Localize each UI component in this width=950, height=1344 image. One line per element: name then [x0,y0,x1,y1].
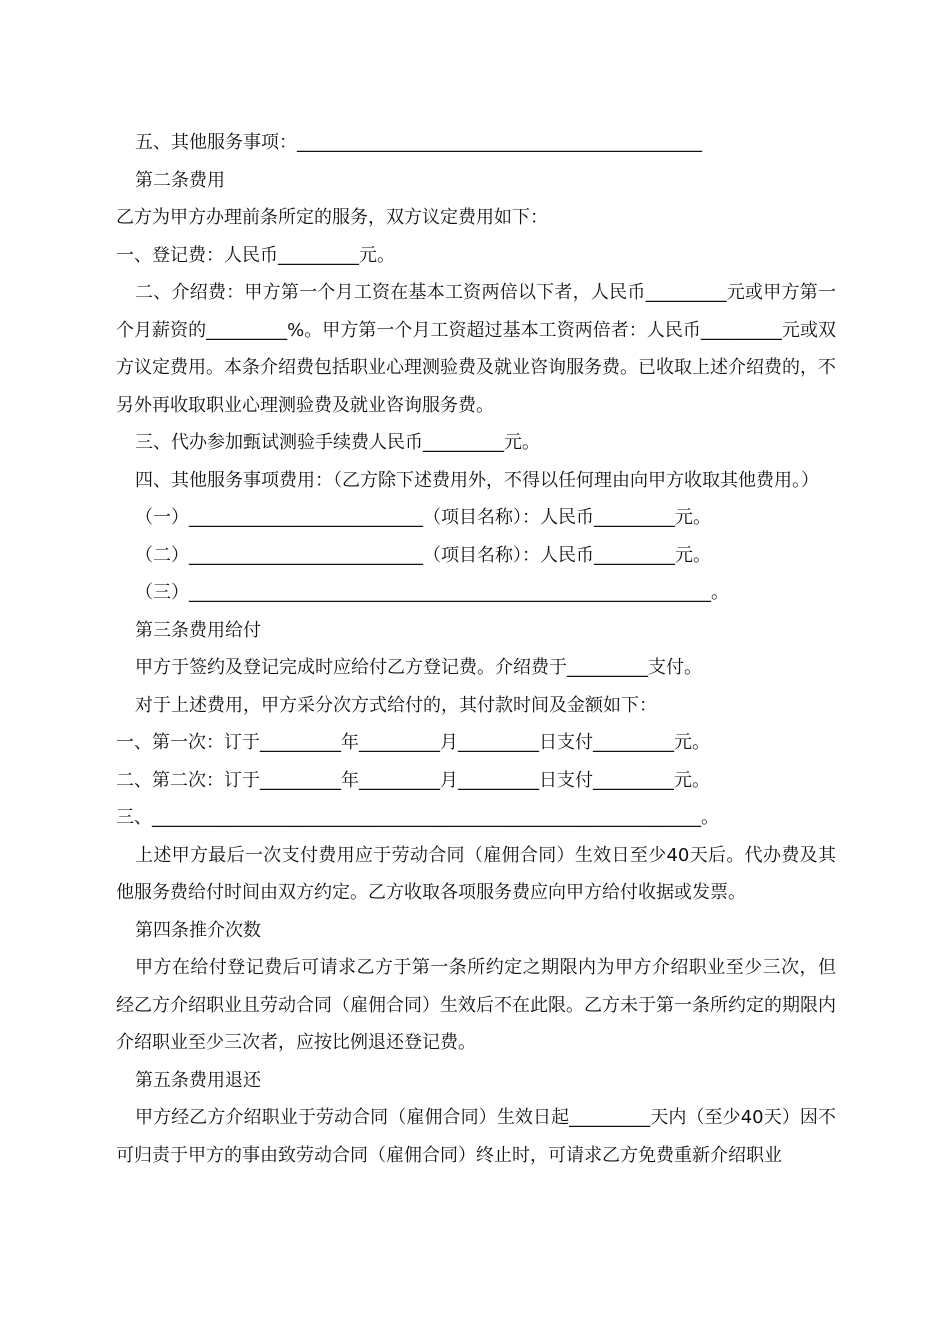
installment-2: 二、第二次：订于_________年_________月_________日支付_________元。 [116,769,710,791]
paragraph-exam-fee: 三、代办参加甄试测验手续费人民币_________元。 [135,432,540,453]
paragraph-referral-count: 甲方在给付登记费后可请求乙方于第一条所约定之期限内为甲方介绍职业至少三次，但经乙方介绍职业且劳动合同（雇佣合同）生效后不在此限。乙方未于第一条所约定的期限内介绍职业至少三次者，应按比例退还登记费。 [116,957,836,1053]
installment-3: 三、_____________________________________________________________。 [116,807,719,828]
fee-item-1: （一）__________________________（项目名称）：人民币_________元。 [135,507,711,528]
document-body [116,124,836,1174]
heading-article-3-payment: 第三条费用给付 [135,619,261,641]
paragraph-final-payment: 上述甲方最后一次支付费用应于劳动合同（雇佣合同）生效日至少40天后。代办费及其他服务费给付时间由双方约定。乙方收取各项服务费应向甲方给付收据或发票。 [116,844,836,903]
paragraph-other-services: 五、其他服务事项：_____________________________________________ [135,132,702,153]
heading-article-4-referrals: 第四条推介次数 [135,919,261,941]
paragraph-referral-fee: 二、介绍费：甲方第一个月工资在基本工资两倍以下者，人民币_________元或甲方第一个月薪资的_________%。甲方第一个月工资超过基本工资两倍者：人民币_________元或双方议定费用。本条介绍费包括职业心理测验费及就业咨询服务费。已收取上述介绍费的，不另外再收取职业心理测验费及就业咨询服务费。 [116,282,836,416]
heading-article-5-refund: 第五条费用退还 [135,1069,261,1091]
paragraph-other-fees: 四、其他服务事项费用：（乙方除下述费用外，不得以任何理由向甲方收取其他费用。） [135,469,819,491]
heading-article-2-fees: 第二条费用 [135,169,225,191]
paragraph-installments-intro: 对于上述费用，甲方采分次方式给付的，其付款时间及金额如下： [135,694,657,716]
paragraph-fee-intro: 乙方为甲方办理前条所定的服务，双方议定费用如下： [116,207,548,228]
paragraph-payment-timing: 甲方于签约及登记完成时应给付乙方登记费。介绍费于_________支付。 [135,657,702,678]
paragraph-registration-fee: 一、登记费：人民币_________元。 [116,244,395,266]
fee-item-3: （三）__________________________________________________________。 [135,582,729,603]
fee-item-2: （二）__________________________（项目名称）：人民币_________元。 [135,544,711,566]
installment-1: 一、第一次：订于_________年_________月_________日支付_________元。 [116,732,710,753]
paragraph-refund: 甲方经乙方介绍职业于劳动合同（雇佣合同）生效日起_________天内（至少40天）因不可归责于甲方的事由致劳动合同（雇佣合同）终止时，可请求乙方免费重新介绍职业 [116,1107,836,1166]
